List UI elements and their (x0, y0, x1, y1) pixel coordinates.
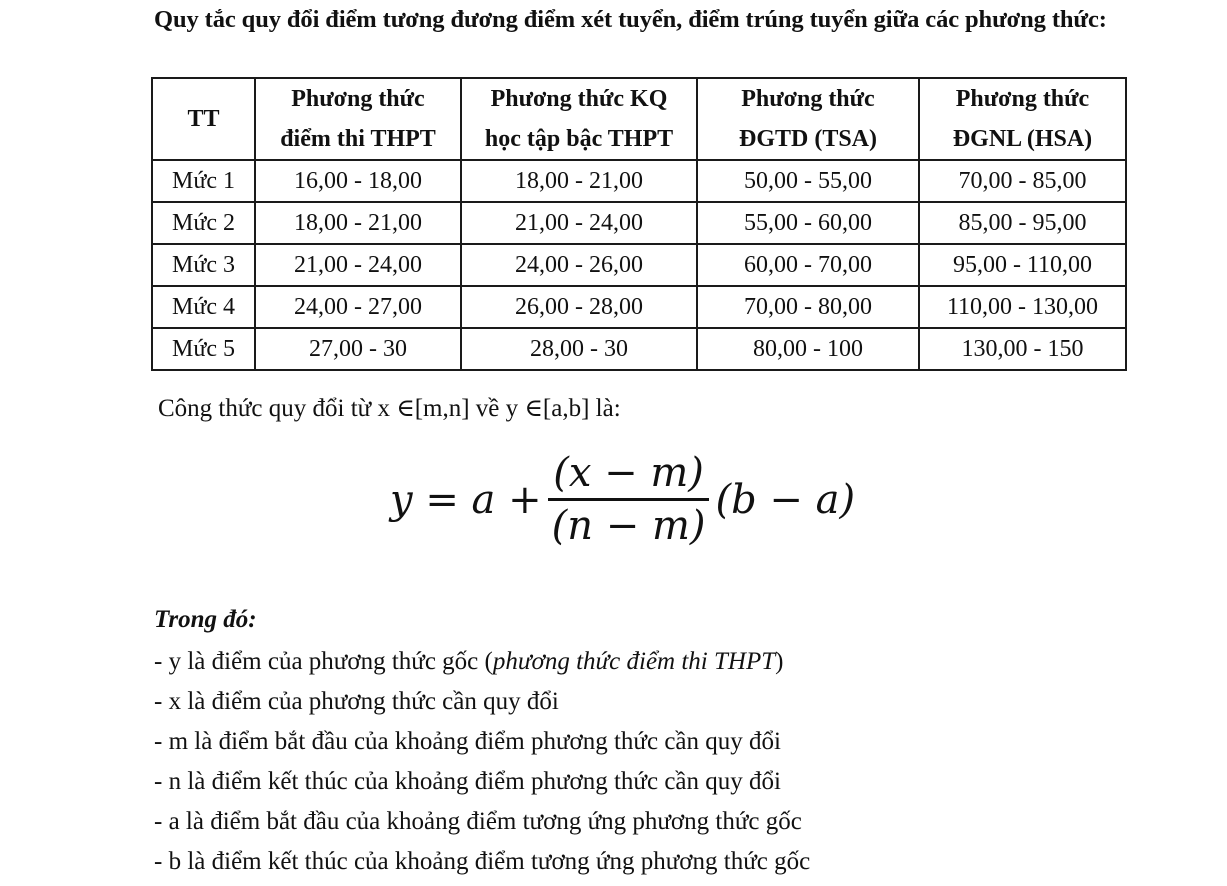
table-cell: 85,00 - 95,00 (919, 202, 1126, 244)
table-cell: 18,00 - 21,00 (255, 202, 461, 244)
table-row (152, 286, 1126, 328)
table-header-row (152, 78, 1126, 160)
header-thpt-exam (255, 78, 461, 160)
table-cell: 50,00 - 55,00 (697, 160, 919, 202)
header-hsa (919, 78, 1126, 160)
table-cell: 26,00 - 28,00 (461, 286, 697, 328)
list-item: - a là điểm bắt đầu của khoảng điểm tương ứng phương thức gốc (154, 808, 802, 835)
table-cell: Mức 5 (152, 328, 255, 370)
header-label: ĐGTD (TSA) (738, 126, 877, 152)
header-label: ĐGNL (HSA) (952, 126, 1093, 152)
formula-rhs: (b − a) (715, 476, 856, 523)
list-item: - b là điểm kết thúc của khoảng điểm tương ứng phương thức gốc (154, 848, 811, 875)
table-cell: 60,00 - 70,00 (697, 244, 919, 286)
item-text: ) (775, 648, 784, 675)
table-row (152, 160, 1126, 202)
conversion-table (151, 77, 1127, 371)
item-text: - y là điểm của phương thức gốc ( (154, 648, 493, 675)
list-item (154, 646, 810, 686)
table-row (152, 328, 1126, 370)
header-thpt-transcript (461, 78, 697, 160)
list-item: - x là điểm của phương thức cần quy đổi (154, 688, 559, 715)
table-cell: Mức 2 (152, 202, 255, 244)
table-cell: 110,00 - 130,00 (919, 286, 1126, 328)
table-row (152, 244, 1126, 286)
table-cell: 24,00 - 26,00 (461, 244, 697, 286)
table-cell: 21,00 - 24,00 (461, 202, 697, 244)
table-cell: Mức 3 (152, 244, 255, 286)
header-label: học tập bậc THPT (484, 126, 674, 152)
header-tsa (697, 78, 919, 160)
table-cell: 24,00 - 27,00 (255, 286, 461, 328)
header-label: điểm thi THPT (280, 126, 436, 152)
item-emphasis: phương thức điểm thi THPT (492, 648, 776, 675)
table-cell: 27,00 - 30 (255, 328, 461, 370)
table-cell: Mức 4 (152, 286, 255, 328)
table-cell: 18,00 - 21,00 (461, 160, 697, 202)
table-row (152, 202, 1126, 244)
header-label: Phương thức (741, 86, 875, 112)
page-title: Quy tắc quy đổi điểm tương đương điểm xét tuyển, điểm trúng tuyển giữa các phương thức: (154, 6, 1107, 33)
formula-lhs: y = a + (390, 476, 542, 523)
list-item: - m là điểm bắt đầu của khoảng điểm phương thức cần quy đổi (154, 728, 781, 755)
table-cell: 55,00 - 60,00 (697, 202, 919, 244)
where-title: Trong đó: (154, 606, 257, 633)
table-cell: 70,00 - 80,00 (697, 286, 919, 328)
table-cell: 130,00 - 150 (919, 328, 1126, 370)
formula-denominator: (n − m) (551, 503, 706, 549)
header-label: Phương thức (955, 86, 1090, 112)
conversion-formula (390, 448, 855, 551)
formula-fraction (548, 448, 710, 551)
table-cell: 80,00 - 100 (697, 328, 919, 370)
variable-definitions (154, 646, 810, 886)
table-cell: 28,00 - 30 (461, 328, 697, 370)
header-label: Phương thức (291, 86, 425, 112)
table-cell: 95,00 - 110,00 (919, 244, 1126, 286)
header-label: TT (187, 106, 220, 132)
list-item: - n là điểm kết thúc của khoảng điểm phương thức cần quy đổi (154, 768, 781, 795)
formula-numerator: (x − m) (553, 450, 704, 496)
table-cell: 21,00 - 24,00 (255, 244, 461, 286)
table-cell: 16,00 - 18,00 (255, 160, 461, 202)
header-tt (152, 78, 255, 160)
table-cell: 70,00 - 85,00 (919, 160, 1126, 202)
header-label: Phương thức KQ (490, 86, 668, 112)
formula-intro: Công thức quy đổi từ x ∈[m,n] về y ∈[a,b] là: (158, 395, 621, 422)
table-cell: Mức 1 (152, 160, 255, 202)
